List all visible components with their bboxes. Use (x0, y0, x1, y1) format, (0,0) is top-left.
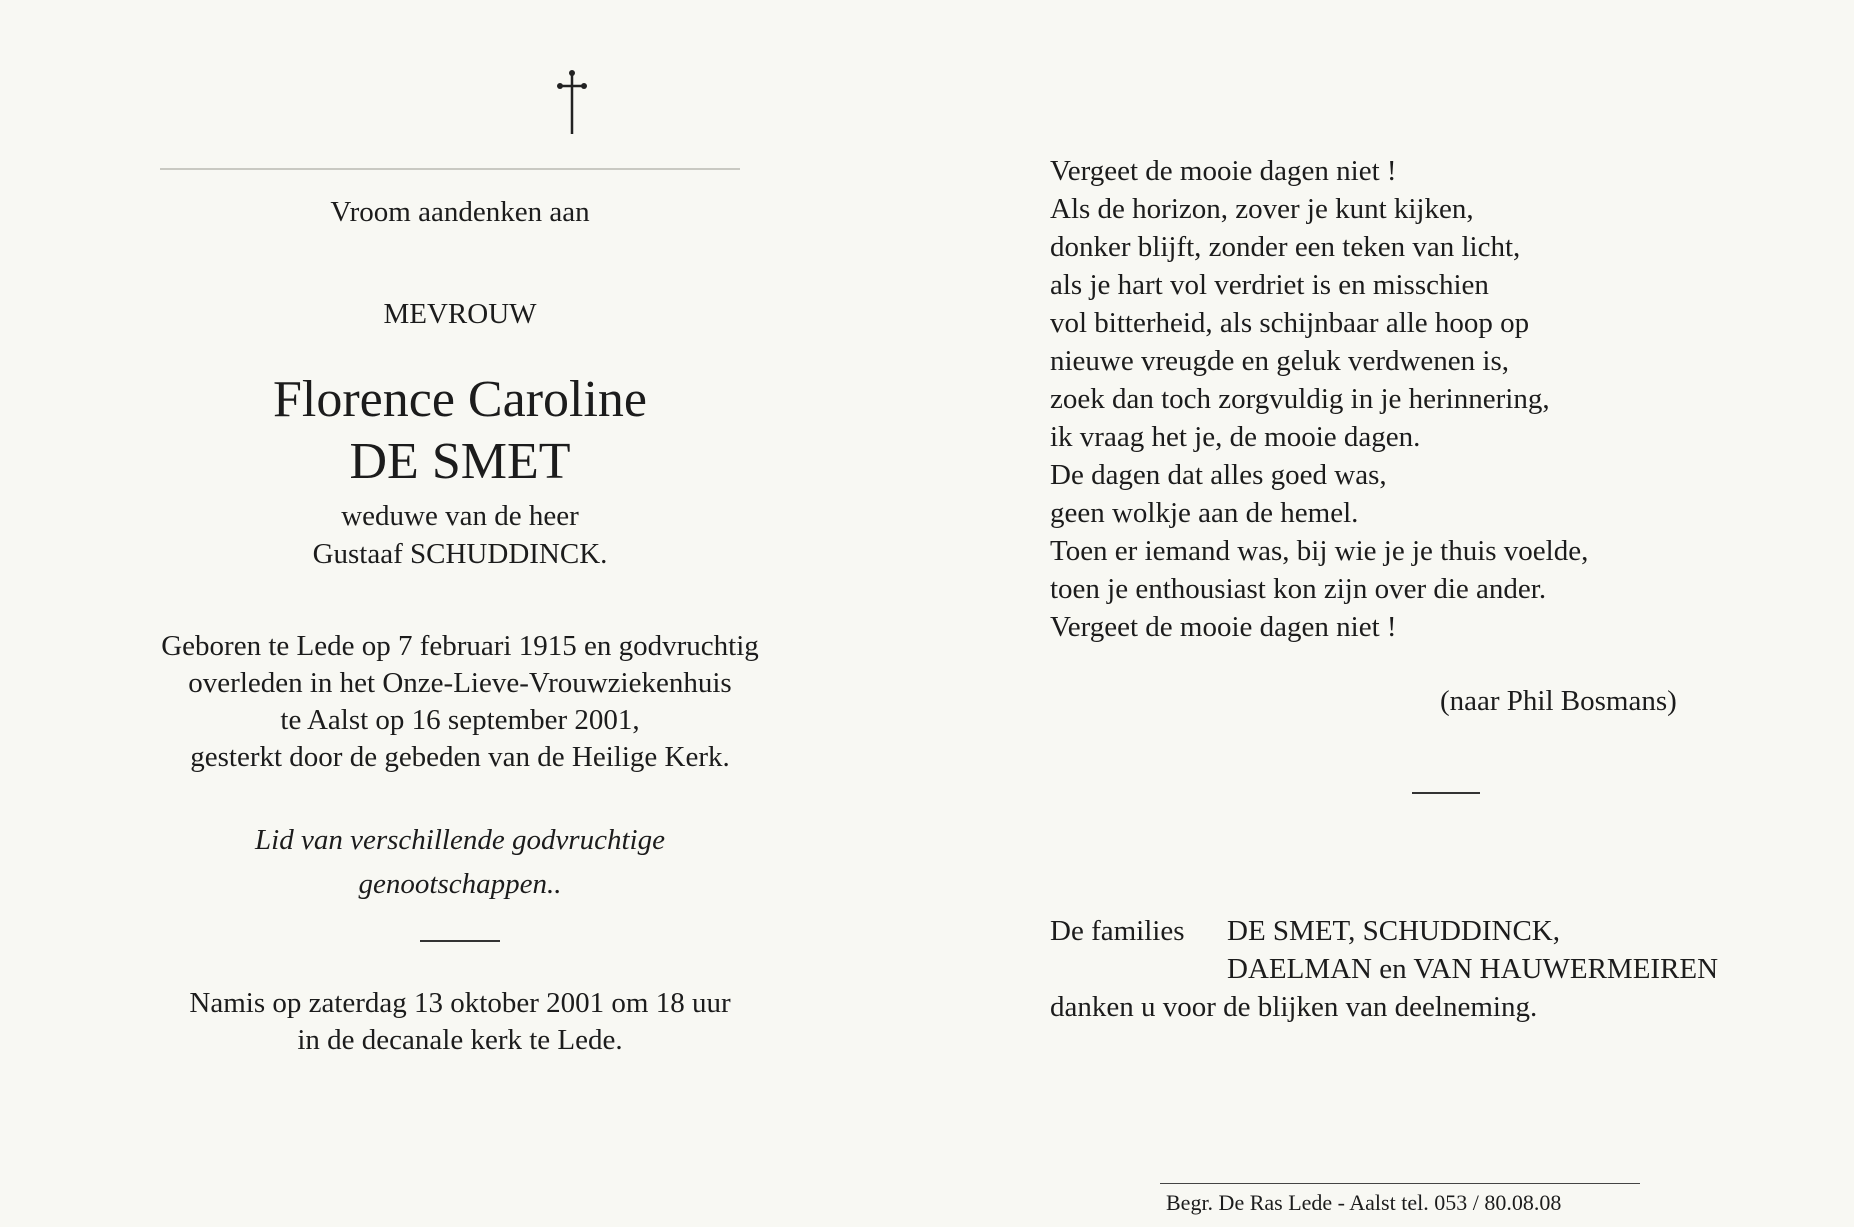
last-name: DE SMET (349, 433, 571, 490)
poem-line: Vergeet de mooie dagen niet ! (1050, 155, 1397, 187)
first-name: Florence Caroline (273, 371, 647, 428)
printer-credit: Begr. De Ras Lede - Aalst tel. 053 / 80.08.08 (1166, 1190, 1562, 1215)
title-text: MEVROUW (383, 298, 537, 330)
thanks-row-1 (1050, 912, 1840, 950)
poem-line: zoek dan toch zorgvuldig in je herinnering, (1050, 383, 1550, 415)
poem-attribution: (naar Phil Bosmans) (1440, 685, 1677, 717)
poem (1050, 152, 1810, 646)
right-divider (1412, 792, 1480, 794)
widow-line-2: Gustaaf SCHUDDINCK. (312, 538, 608, 570)
family-names-1: DE SMET, SCHUDDINCK, (1227, 915, 1560, 947)
poem-line: ik vraag het je, de mooie dagen. (1050, 421, 1421, 453)
thanks-closing: danken u voor de blijken van deelneming. (1050, 991, 1538, 1023)
poem-line: vol bitterheid, als schijnbaar alle hoop op (1050, 307, 1530, 339)
thanks-row-2 (1050, 950, 1840, 988)
top-divider (160, 168, 740, 170)
intro-text: Vroom aandenken aan (330, 196, 590, 228)
bio-line: overleden in het Onze-Lieve-Vrouwziekenhuis (188, 667, 732, 699)
poem-line: De dagen dat alles goed was, (1050, 459, 1387, 491)
bio-line: te Aalst op 16 september 2001, (280, 704, 640, 736)
poem-line: Als de horizon, zover je kunt kijken, (1050, 193, 1474, 225)
left-panel (110, 0, 810, 1227)
widow-line-1: weduwe van de heer (341, 500, 579, 532)
poem-line: donker blijft, zonder een teken van licht, (1050, 231, 1521, 263)
poem-line: geen wolkje aan de hemel. (1050, 497, 1359, 529)
membership (110, 818, 810, 906)
biography (110, 628, 810, 776)
bio-line: gesterkt door de gebeden van de Heilige Kerk. (190, 741, 730, 773)
mass-info (110, 985, 810, 1059)
mass-line: Namis op zaterdag 13 oktober 2001 om 18 uur (189, 987, 731, 1019)
poem-line: Vergeet de mooie dagen niet ! (1050, 611, 1397, 643)
poem-line: Toen er iemand was, bij wie je je thuis voelde, (1050, 535, 1589, 567)
poem-line: toen je enthousiast kon zijn over die ander. (1050, 573, 1547, 605)
poem-line: als je hart vol verdriet is en misschien (1050, 269, 1489, 301)
membership-line: Lid van verschillende godvruchtige (255, 824, 665, 856)
membership-line: genootschappen.. (358, 868, 562, 900)
mass-line: in de decanale kerk te Lede. (297, 1024, 623, 1056)
left-divider (420, 940, 500, 942)
poem-line: nieuwe vreugde en geluk verdwenen is, (1050, 345, 1510, 377)
families-label: De families (1050, 915, 1185, 947)
family-thanks (1050, 912, 1840, 1026)
printer-divider (1160, 1183, 1640, 1184)
bio-line: Geboren te Lede op 7 februari 1915 en godvruchtig (161, 630, 759, 662)
cross-icon (555, 68, 589, 136)
right-panel (1050, 0, 1840, 1227)
family-names-2: DAELMAN en VAN HAUWERMEIREN (1227, 953, 1719, 985)
